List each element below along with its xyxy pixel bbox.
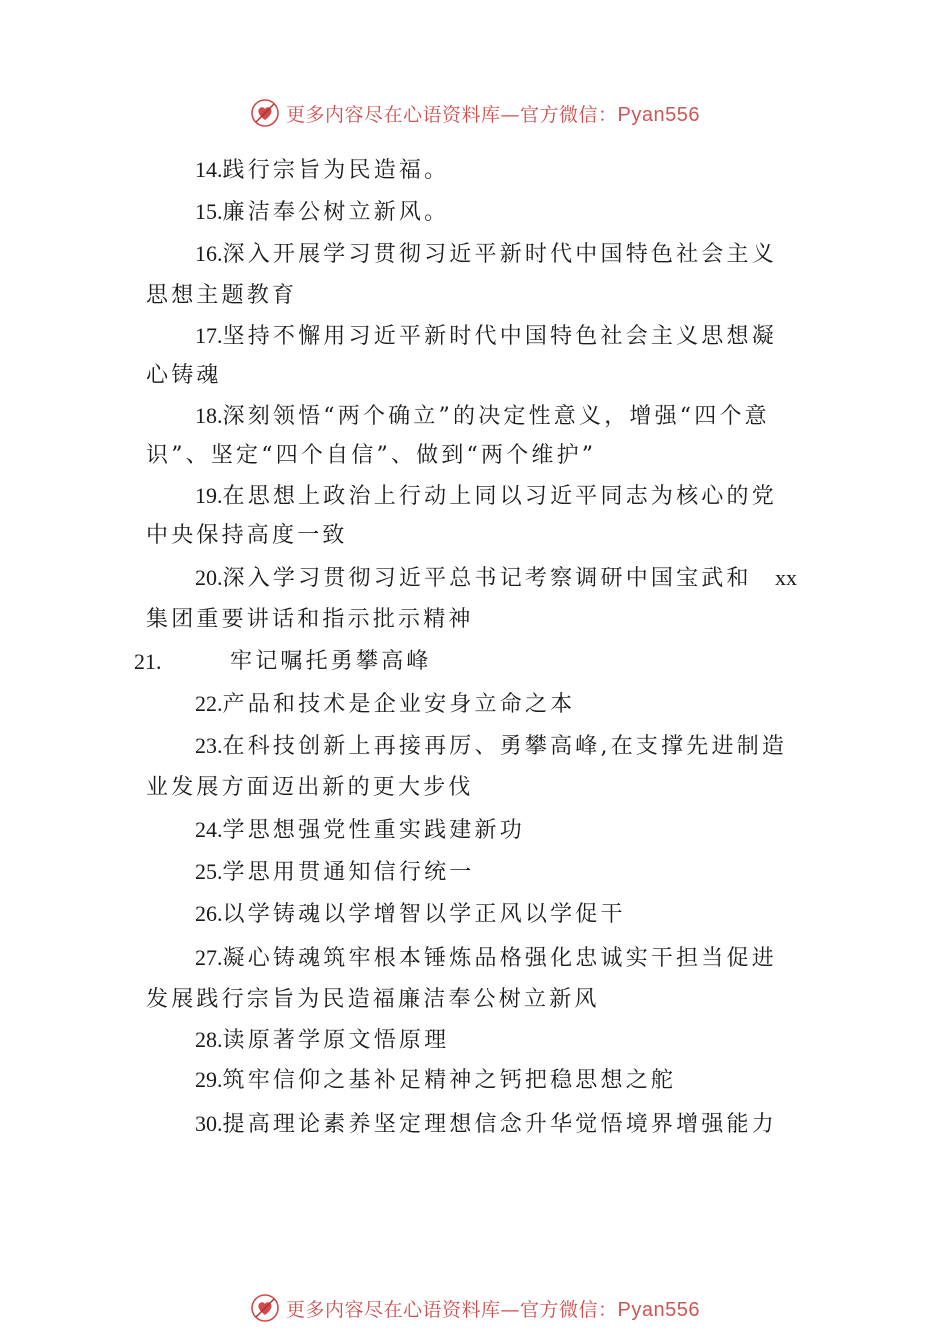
list-item-xx: xx bbox=[775, 565, 797, 590]
list-item: 26.以学铸魂以学增智以学正风以学促干 bbox=[195, 901, 626, 927]
list-item: 23.在科技创新上再接再厉、勇攀高峰,在支撑先进制造 bbox=[195, 733, 788, 759]
list-item-continuation: 识”、坚定“四个自信”、做到“两个维护” bbox=[146, 443, 597, 468]
list-item: 22.产品和技术是企业安身立命之本 bbox=[195, 691, 576, 717]
list-item: 25.学思用贯通知信行统一 bbox=[195, 859, 475, 885]
list-item: 15.廉洁奉公树立新风。 bbox=[195, 199, 450, 225]
list-item: 16.深入开展学习贯彻习近平新时代中国特色社会主义 bbox=[195, 241, 777, 267]
list-item: 14.践行宗旨为民造福。 bbox=[195, 157, 450, 183]
list-item: 24.学思想强党性重实践建新功 bbox=[195, 817, 525, 843]
list-item: 29.筑牢信仰之基补足精神之钙把稳思想之舵 bbox=[195, 1067, 677, 1093]
list-item-continuation: 心铸魂 bbox=[146, 363, 222, 388]
list-item: 牢记嘱托勇攀高峰 bbox=[230, 649, 432, 674]
watermark-text: 更多内容尽在心语资料库—官方微信：Pyan556 bbox=[286, 103, 700, 126]
watermark-text: 更多内容尽在心语资料库—官方微信：Pyan556 bbox=[286, 1298, 700, 1321]
heart-logo-icon bbox=[250, 1293, 280, 1323]
list-item: 30.提高理论素养坚定理想信念升华觉悟境界增强能力 bbox=[195, 1111, 777, 1137]
list-item-continuation: 业发展方面迈出新的更大步伐 bbox=[146, 775, 474, 800]
list-item-continuation: 思想主题教育 bbox=[146, 283, 298, 308]
list-item: 20.深入学习贯彻习近平总书记考察调研中国宝武和 bbox=[195, 565, 752, 591]
list-item: 17.坚持不懈用习近平新时代中国特色社会主义思想凝 bbox=[195, 323, 777, 349]
header-watermark bbox=[0, 96, 950, 130]
list-item: 28.读原著学原文悟原理 bbox=[195, 1027, 450, 1053]
list-item-continuation: 发展践行宗旨为民造福廉洁奉公树立新风 bbox=[146, 987, 600, 1012]
list-item: 19.在思想上政治上行动上同以习近平同志为核心的党 bbox=[195, 483, 777, 509]
list-item-continuation: 集团重要讲话和指示批示精神 bbox=[146, 607, 474, 632]
heart-logo-icon bbox=[250, 98, 280, 128]
list-item: 27.凝心铸魂筑牢根本锤炼品格强化忠诚实干担当促进 bbox=[195, 945, 777, 971]
list-item-number: 21. bbox=[134, 649, 162, 674]
list-item: 18.深刻领悟“两个确立”的决定性意义，增强“四个意 bbox=[195, 403, 770, 429]
list-item-continuation: 中央保持高度一致 bbox=[146, 523, 348, 548]
footer-watermark bbox=[0, 1291, 950, 1325]
